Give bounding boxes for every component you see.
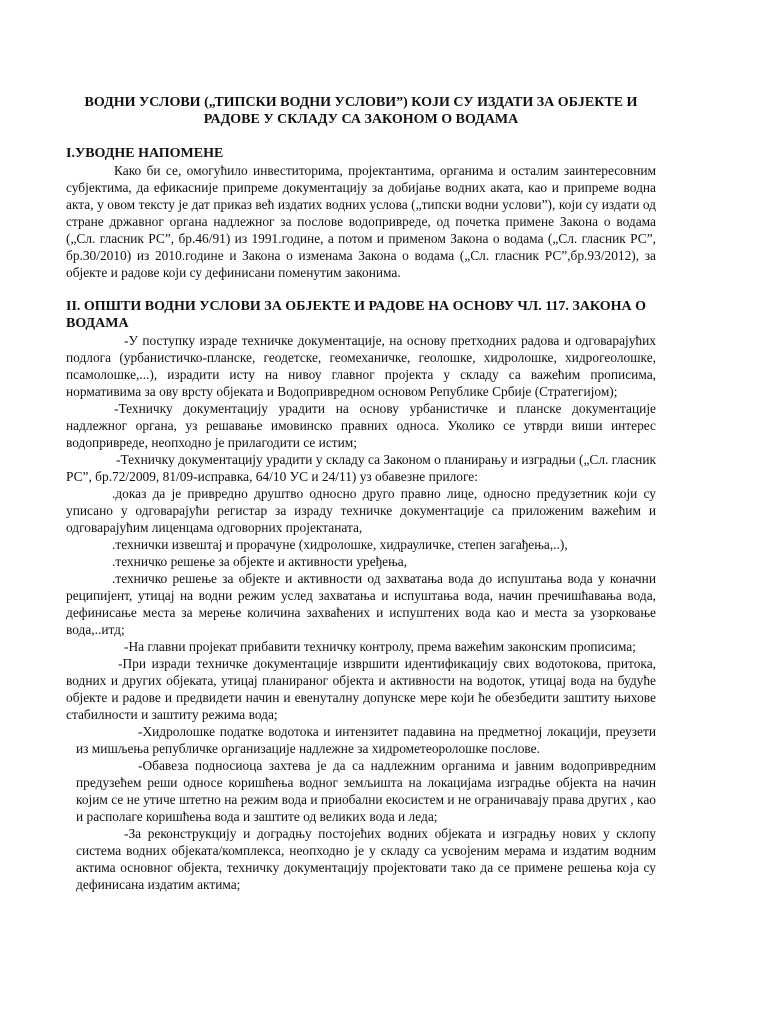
- section-2-heading: II. ОПШТИ ВОДНИ УСЛОВИ ЗА ОБЈЕКТЕ И РАДОВЕ НА ОСНОВУ ЧЛ. 117. ЗАКОНА О ВОДАМА: [66, 299, 647, 331]
- paragraph-1: -У поступку израде техничке документације, на основу претходних радова и одговарајућих подлога (урбанистичко-планске, геодетске, геомеханичке, геолошке, хидролошке, хидрогеолошке, псамолошке,...), израдити исту на нивоу главног пројекта у складу са важећим прописима, нормативима за ову врсту објеката и Водопривредном основом Републике Србије (Стратегијом);: [66, 333, 656, 399]
- paragraph-reconstruction: -За реконструкцију и доградњу постојећих водних објеката и изградњу нових у склопу система водних објеката/комплекса, неопходно је у складу са усвојеним мерама и издатим водним актима основног објекта, техничку документацију пројектовати тако да се примене решења која су дефинисана издатим актима;: [76, 826, 656, 892]
- list-item-water-solution: .техничко решење за објекте и активности од захватања вода до испуштања вода у коначни реципијент, утицај на водни режим услед захватања и испуштања вода, начин пречишћавања вода, дефинисање места за мерење количина захваћених и испуштених вода као и места за узорковање вода,..итд;: [66, 571, 656, 637]
- section-1-heading: I.УВОДНЕ НАПОМЕНЕ: [66, 146, 224, 161]
- list-item-proof: .доказ да је привредно друштво односно друго правно лице, односно предузетник који су уписано у одговарајући регистар за израду техничке документације са приложеним важећим и одговарајућим лиценцама одговорних пројектаната,: [66, 486, 656, 535]
- title-line-2: РАДОВЕ У СКЛАДУ СА ЗАКОНОМ О ВОДАМА: [203, 112, 519, 127]
- document-title: [66, 94, 656, 128]
- title-line-1: ВОДНИ УСЛОВИ („ТИПСКИ ВОДНИ УСЛОВИ”) КОЈИ СУ ИЗДАТИ ЗА ОБЈЕКТЕ И: [84, 95, 638, 110]
- paragraph-obligation: -Обавеза подносиоца захтева је да са надлежним органима и јавним водопривредним предузећем реши односе коришћења водног земљишта на локацијама изградње објекта на начин којим се не утиче штетно на режим вода и приобални екосистем и не ограничавају права других , као и располаге коришћења вода и заштите од великих вода и леда;: [76, 758, 656, 824]
- list-item-solution: .техничко решење за објекте и активности уређења,: [112, 554, 408, 569]
- paragraph-hydrology: -Хидролошке податке водотока и интензитет падавина на предметној локацији, преузети из мишљења републичке организације надлежне за хидрометеоролошке послове.: [76, 724, 656, 756]
- paragraph-control: -На главни пројекат прибавити техничку контролу, према важећим законским прописима;: [124, 639, 636, 654]
- paragraph-3: -Техничку документацију урадити у складу са Законом о планирању и изградњи („Сл. гласник РС”, бр.72/2009, 81/09-исправка, 64/10 УС и 24/11) уз обавезне прилоге:: [66, 452, 656, 484]
- section-1-paragraph: Како би се, омогућило инвеститорима, пројектантима, органима и осталим заинтересовним субјектима, да ефикасније припреме документацију за добијање водних аката, као и припреме водна акта, у овом тексту је дат приказ већ издатих водних услова („типски водни услови”), који су издати од стране државног органа надлежног за послове водопривреде, од почетка примене Закона о водама („Сл. гласник РС”, бр.46/91) из 1991.године, а потом и применом Закона о водама („Сл. гласник РС”, бр.30/2010) из 2010.године и Закона о изменама Закона о водама („Сл. гласник РС”,бр.93/2012), за објекте и радове који су дефинисани поменутим законима.: [66, 163, 656, 280]
- document-page: [66, 94, 656, 893]
- paragraph-identification: -При изради техничке документације извршити идентификацију свих водотокова, притока, водних и других објеката, утицај планираног објекта и активности на водоток, утицај вода на будуће објекте и радове и предвидети начин и евенуталну допунске мере који ће обезбедити заштиту њихове стабилности и заштиту режима вода;: [66, 656, 656, 722]
- list-item-report: .технички извештај и прорачуне (хидролошке, хидрауличке, степен загађења,..),: [112, 537, 568, 552]
- paragraph-2: -Техничку документацију урадити на основу урбанистичке и планске документације надлежног органа, уз решавање имовинско правних односа. Уколико се утврди виши интерес водопривреде, неопходно је прилагодити се истим;: [66, 401, 656, 450]
